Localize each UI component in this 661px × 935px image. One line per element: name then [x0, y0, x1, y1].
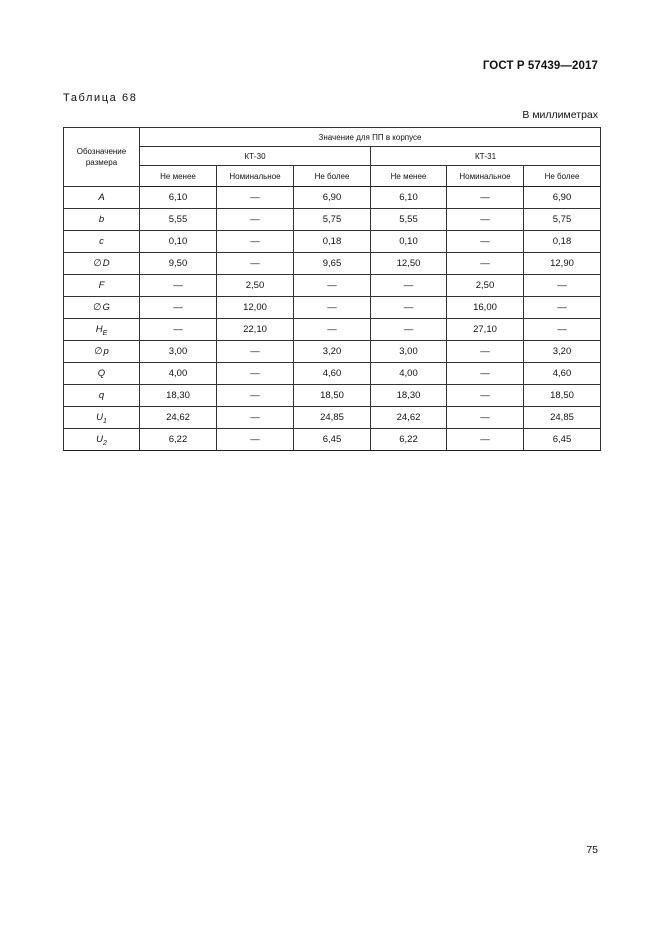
- table-cell-value: 0,10: [140, 231, 217, 253]
- table-row: [64, 319, 601, 341]
- table-cell-value: —: [447, 209, 524, 231]
- dimension-symbol-letter: c: [99, 236, 104, 247]
- group-header-values: Значение для ПП в корпусе: [140, 128, 601, 147]
- corner-header-line1: Обозначение: [76, 147, 127, 156]
- dimension-symbol: [64, 187, 140, 209]
- diameter-icon: ∅: [94, 346, 103, 357]
- dimensions-table: [63, 127, 601, 451]
- corner-header-line2: размера: [85, 158, 118, 167]
- table-cell-value: 24,62: [371, 407, 447, 429]
- table-row: [64, 385, 601, 407]
- table-cell-value: 3,00: [140, 341, 217, 363]
- table-cell-value: 6,22: [140, 429, 217, 451]
- table-cell-value: 12,50: [371, 253, 447, 275]
- table-cell-value: 4,00: [371, 363, 447, 385]
- table-cell-value: —: [140, 319, 217, 341]
- table-cell-value: —: [371, 275, 447, 297]
- dimension-symbol: [64, 385, 140, 407]
- table-cell-value: —: [371, 297, 447, 319]
- table-cell-value: 18,50: [524, 385, 601, 407]
- table-row: [64, 275, 601, 297]
- table-cell-value: 0,18: [294, 231, 371, 253]
- table-cell-value: 24,85: [524, 407, 601, 429]
- table-row: [64, 341, 601, 363]
- table-cell-value: 6,90: [524, 187, 601, 209]
- table-cell-value: 9,65: [294, 253, 371, 275]
- diameter-icon: ∅: [93, 258, 102, 269]
- table-cell-value: —: [294, 275, 371, 297]
- document-standard-number: ГОСТ Р 57439—2017: [482, 60, 598, 72]
- table-cell-value: —: [217, 187, 294, 209]
- table-cell-value: 3,20: [524, 341, 601, 363]
- dimension-symbol: [64, 209, 140, 231]
- table-cell-value: 5,55: [140, 209, 217, 231]
- table-cell-value: 9,50: [140, 253, 217, 275]
- table-cell-value: 3,00: [371, 341, 447, 363]
- table-cell-value: 0,18: [524, 231, 601, 253]
- dimension-symbol: [64, 407, 140, 429]
- table-cell-value: —: [447, 187, 524, 209]
- table-cell-value: —: [524, 297, 601, 319]
- table-cell-value: —: [217, 341, 294, 363]
- column-header-dimension-designation: [64, 128, 140, 187]
- table-cell-value: 2,50: [447, 275, 524, 297]
- table-cell-value: —: [217, 385, 294, 407]
- subheader-min: Не менее: [140, 166, 217, 187]
- table-cell-value: 5,75: [294, 209, 371, 231]
- diameter-icon: ∅: [93, 302, 102, 313]
- table-row: [64, 253, 601, 275]
- table-row: [64, 187, 601, 209]
- dimension-symbol-letter: Q: [97, 368, 106, 379]
- table-row: [64, 297, 601, 319]
- table-cell-value: —: [217, 407, 294, 429]
- table-cell-value: —: [447, 385, 524, 407]
- table-row: [64, 231, 601, 253]
- dimension-symbol-letter: H: [95, 324, 103, 335]
- table-cell-value: —: [447, 429, 524, 451]
- table-cell-value: 12,90: [524, 253, 601, 275]
- dimension-symbol: [64, 275, 140, 297]
- table-cell-value: 3,20: [294, 341, 371, 363]
- dimension-symbol: [64, 341, 140, 363]
- subheader-nominal: Номинальное: [217, 166, 294, 187]
- table-cell-value: —: [447, 253, 524, 275]
- dimension-symbol-subscript: E: [102, 330, 108, 337]
- table-cell-value: 24,85: [294, 407, 371, 429]
- table-cell-value: —: [447, 363, 524, 385]
- table-cell-value: —: [524, 319, 601, 341]
- table-cell-value: —: [140, 297, 217, 319]
- dimension-symbol-letter: q: [98, 390, 105, 401]
- table-cell-value: —: [447, 407, 524, 429]
- table-cell-value: 22,10: [217, 319, 294, 341]
- subheader-nominal: Номинальное: [447, 166, 524, 187]
- table-cell-value: 18,30: [140, 385, 217, 407]
- table-cell-value: —: [294, 297, 371, 319]
- page-number: 75: [586, 844, 598, 856]
- table-cell-value: 18,30: [371, 385, 447, 407]
- table-units: В миллиметрах: [522, 109, 598, 121]
- dimension-symbol-letter: F: [98, 280, 105, 291]
- subheader-max: Не более: [294, 166, 371, 187]
- dimension-symbol-letter: U: [96, 434, 103, 445]
- table-cell-value: 4,00: [140, 363, 217, 385]
- table-cell-value: 0,10: [371, 231, 447, 253]
- dimension-symbol-letter: G: [102, 302, 110, 313]
- table-cell-value: 18,50: [294, 385, 371, 407]
- table-cell-value: 6,45: [294, 429, 371, 451]
- table-cell-value: —: [217, 209, 294, 231]
- table-cell-value: —: [524, 275, 601, 297]
- table-cell-value: 6,10: [371, 187, 447, 209]
- dimension-symbol-letter: A: [98, 192, 105, 203]
- dimension-symbol: [64, 363, 140, 385]
- dimension-symbol: [64, 429, 140, 451]
- table-cell-value: —: [371, 319, 447, 341]
- table-cell-value: —: [217, 363, 294, 385]
- table-cell-value: 16,00: [447, 297, 524, 319]
- dimension-symbol: [64, 297, 140, 319]
- table-cell-value: —: [294, 319, 371, 341]
- dimension-symbol: [64, 231, 140, 253]
- table-row: [64, 429, 601, 451]
- table-cell-value: 6,45: [524, 429, 601, 451]
- table-cell-value: 4,60: [524, 363, 601, 385]
- table-row: [64, 407, 601, 429]
- table-cell-value: —: [140, 275, 217, 297]
- table-cell-value: —: [217, 429, 294, 451]
- dimension-symbol: [64, 253, 140, 275]
- table-cell-value: 6,10: [140, 187, 217, 209]
- subheader-min: Не менее: [371, 166, 447, 187]
- table-cell-value: 6,90: [294, 187, 371, 209]
- table-cell-value: 12,00: [217, 297, 294, 319]
- table-body: [64, 187, 601, 451]
- table-cell-value: —: [447, 231, 524, 253]
- subheader-max: Не более: [524, 166, 601, 187]
- table-title: Таблица 68: [63, 92, 138, 104]
- table-row: [64, 363, 601, 385]
- table-cell-value: —: [217, 253, 294, 275]
- dimension-symbol-letter: D: [102, 258, 110, 269]
- table-cell-value: 27,10: [447, 319, 524, 341]
- package-header-kt30: КТ-30: [140, 147, 371, 166]
- table-cell-value: 2,50: [217, 275, 294, 297]
- package-header-kt31: КТ-31: [371, 147, 601, 166]
- dimension-symbol-letter: p: [103, 346, 109, 357]
- dimension-symbol-subscript: 2: [102, 440, 107, 447]
- table-cell-value: 4,60: [294, 363, 371, 385]
- table-cell-value: 5,55: [371, 209, 447, 231]
- dimension-symbol-subscript: 1: [102, 418, 107, 425]
- table-cell-value: 6,22: [371, 429, 447, 451]
- table-cell-value: —: [447, 341, 524, 363]
- dimension-symbol-letter: b: [98, 214, 105, 225]
- table-cell-value: —: [217, 231, 294, 253]
- table-row: [64, 209, 601, 231]
- table-cell-value: 24,62: [140, 407, 217, 429]
- dimension-symbol-letter: U: [96, 412, 103, 423]
- dimension-symbol: [64, 319, 140, 341]
- table-cell-value: 5,75: [524, 209, 601, 231]
